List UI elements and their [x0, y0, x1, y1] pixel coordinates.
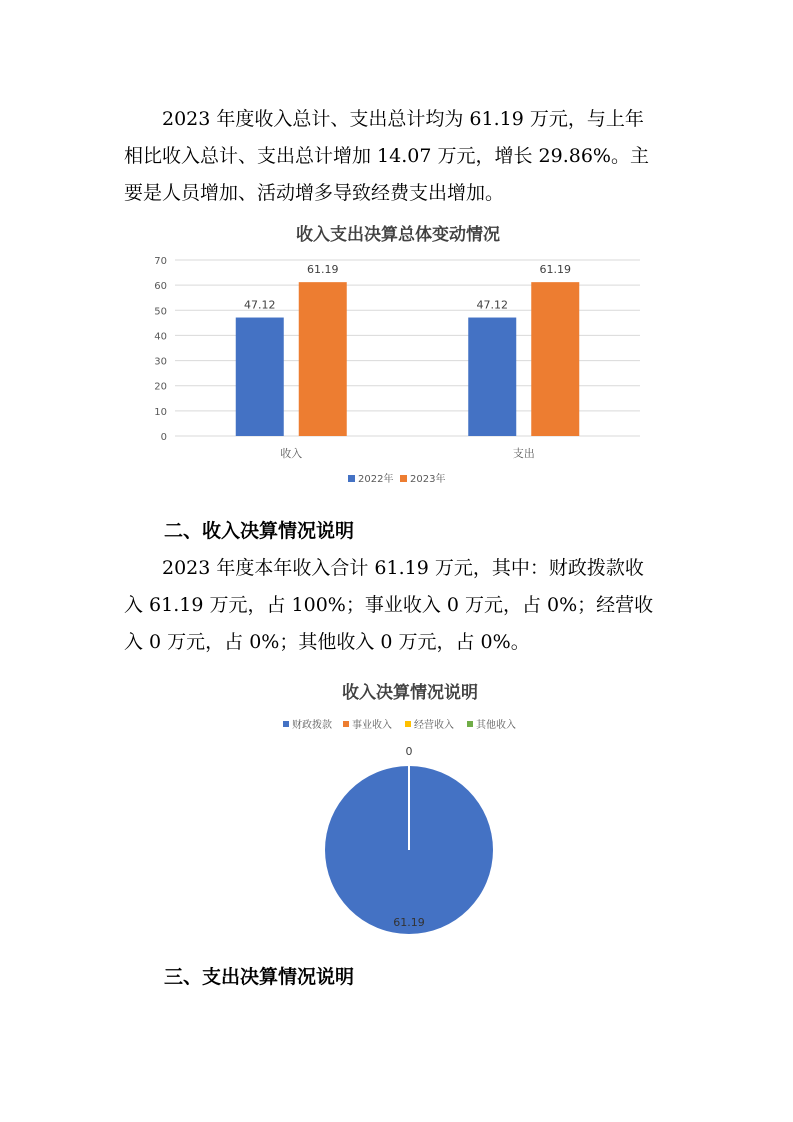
legend-swatch — [405, 721, 411, 727]
bar-value-label: 61.19 — [307, 263, 339, 277]
text-line: 2023 年度收入总计、支出总计均为 61.19 万元，与上年 — [162, 108, 644, 130]
y-tick-label: 60 — [154, 281, 167, 293]
legend-label: 经营收入 — [414, 720, 454, 731]
text-line: 入 61.19 万元，占 100%；事业收入 0 万元，占 0%；经营收 — [124, 594, 654, 616]
text-line: 相比收入总计、支出总计增加 14.07 万元，增长 29.86%。主 — [124, 145, 649, 167]
income-paragraph — [124, 550, 684, 661]
pie-value-label-main: 61.19 — [393, 916, 425, 929]
text-line: 要是人员增加、活动增多导致经费支出增加。 — [124, 182, 505, 204]
pie-chart-income — [250, 675, 570, 945]
bar-value-label: 47.12 — [476, 298, 508, 312]
legend-swatch — [283, 721, 289, 727]
bar-2022年-支出 — [468, 318, 516, 436]
bar-value-label: 61.19 — [539, 263, 571, 277]
section-heading-income: 二、收入决算情况说明 — [164, 520, 355, 542]
legend-label: 2022年 — [358, 474, 394, 485]
y-tick-label: 20 — [154, 381, 167, 393]
legend-swatch — [400, 475, 407, 482]
text-line: 2023 年度本年收入合计 61.19 万元，其中：财政拨款收 — [162, 557, 644, 579]
text-line: 入 0 万元，占 0%；其他收入 0 万元，占 0%。 — [124, 631, 530, 653]
bar-chart-title: 收入支出决算总体变动情况 — [296, 225, 500, 245]
legend-swatch — [343, 721, 349, 727]
bar-2023年-收入 — [299, 282, 347, 436]
legend-swatch — [467, 721, 473, 727]
pie-chart-title: 收入决算情况说明 — [342, 683, 478, 703]
legend-label: 财政拨款 — [292, 720, 332, 731]
pie-value-label-zero: 0 — [405, 745, 413, 758]
y-tick-label: 10 — [154, 406, 167, 418]
x-category-label: 收入 — [280, 447, 303, 460]
bar-value-label: 47.12 — [244, 298, 276, 312]
y-tick-label: 40 — [154, 331, 167, 343]
intro-paragraph — [124, 101, 684, 212]
bar-chart-income-expense — [130, 215, 660, 495]
y-tick-label: 30 — [154, 356, 167, 368]
x-category-label: 支出 — [512, 447, 535, 460]
bar-2022年-收入 — [236, 318, 284, 436]
y-tick-label: 70 — [154, 256, 167, 267]
legend-label: 事业收入 — [352, 720, 392, 731]
legend-label: 2023年 — [410, 474, 446, 485]
y-tick-label: 50 — [154, 306, 167, 318]
section-heading-expense: 三、支出决算情况说明 — [164, 966, 355, 988]
legend-label: 其他收入 — [476, 720, 516, 731]
y-tick-label: 0 — [160, 432, 167, 443]
legend-swatch — [348, 475, 355, 482]
bar-2023年-支出 — [531, 282, 579, 436]
